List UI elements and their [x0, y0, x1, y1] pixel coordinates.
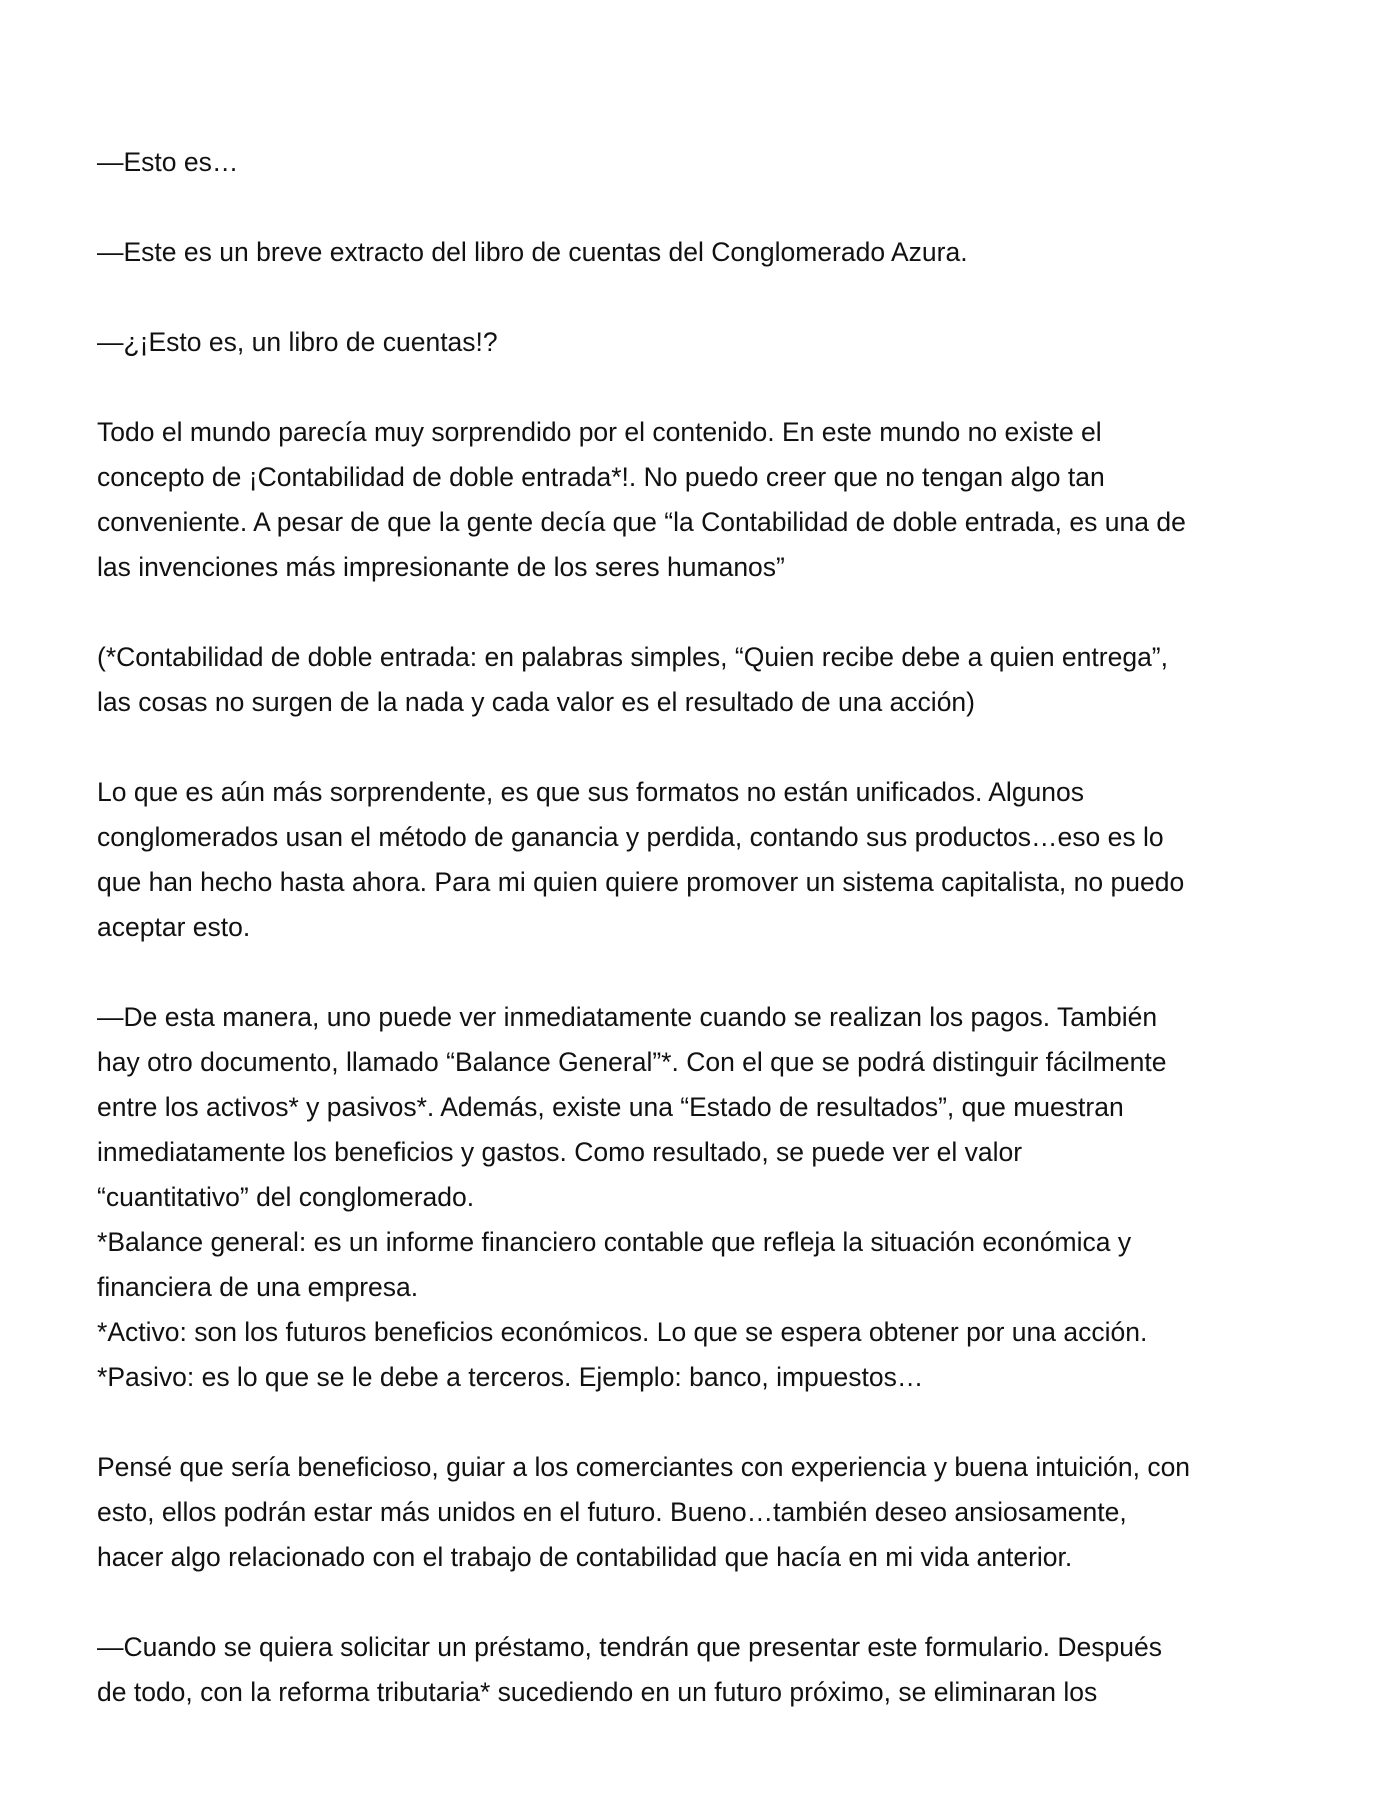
text-line: *Pasivo: es lo que se le debe a terceros. Ejemplo: banco, impuestos…: [97, 1362, 924, 1392]
paragraph-p8: [97, 1445, 1312, 1580]
text-line: *Activo: son los futuros beneficios económicos. Lo que se espera obtener por una acción.: [97, 1317, 1148, 1347]
text-line: inmediatamente los beneficios y gastos. Como resultado, se puede ver el valor: [97, 1137, 1023, 1167]
text-line: aceptar esto.: [97, 912, 251, 942]
document-body: [97, 140, 1312, 1715]
text-line: —¿¡Esto es, un libro de cuentas!?: [97, 327, 498, 357]
text-line: Lo que es aún más sorprendente, es que sus formatos no están unificados. Algunos: [97, 777, 1085, 807]
text-line: *Balance general: es un informe financiero contable que refleja la situación económica y: [97, 1227, 1132, 1257]
text-line: —Este es un breve extracto del libro de cuentas del Conglomerado Azura.: [97, 237, 968, 267]
text-line: conglomerados usan el método de ganancia y perdida, contando sus productos…eso es lo: [97, 822, 1164, 852]
paragraph-p9: [97, 1625, 1312, 1715]
text-line: conveniente. A pesar de que la gente decía que “la Contabilidad de doble entrada, es una de: [97, 507, 1186, 537]
text-line: esto, ellos podrán estar más unidos en el futuro. Bueno…también deseo ansiosamente,: [97, 1497, 1127, 1527]
text-line: —De esta manera, uno puede ver inmediatamente cuando se realizan los pagos. También: [97, 1002, 1158, 1032]
paragraph-p1: [97, 140, 1312, 185]
text-line: hacer algo relacionado con el trabajo de contabilidad que hacía en mi vida anterior.: [97, 1542, 1073, 1572]
text-line: financiera de una empresa.: [97, 1272, 419, 1302]
text-line: —Cuando se quiera solicitar un préstamo, tendrán que presentar este formulario. Después: [97, 1632, 1162, 1662]
paragraph-p5: [97, 635, 1312, 725]
text-line: —Esto es…: [97, 147, 239, 177]
text-line: Pensé que sería beneficioso, guiar a los comerciantes con experiencia y buena intuición, con: [97, 1452, 1191, 1482]
text-line: que han hecho hasta ahora. Para mi quien quiere promover un sistema capitalista, no puedo: [97, 867, 1185, 897]
text-line: de todo, con la reforma tributaria* sucediendo en un futuro próximo, se eliminaran los: [97, 1677, 1098, 1707]
text-line: hay otro documento, llamado “Balance General”*. Con el que se podrá distinguir fácilmente: [97, 1047, 1167, 1077]
paragraph-p6: [97, 770, 1312, 950]
paragraph-p4: [97, 410, 1312, 590]
text-line: (*Contabilidad de doble entrada: en palabras simples, “Quien recibe debe a quien entrega”,: [97, 642, 1168, 672]
text-line: Todo el mundo parecía muy sorprendido por el contenido. En este mundo no existe el: [97, 417, 1102, 447]
paragraph-p7: [97, 995, 1312, 1400]
text-line: concepto de ¡Contabilidad de doble entrada*!. No puedo creer que no tengan algo tan: [97, 462, 1105, 492]
paragraph-p2: [97, 230, 1312, 275]
text-line: las cosas no surgen de la nada y cada valor es el resultado de una acción): [97, 687, 975, 717]
text-line: entre los activos* y pasivos*. Además, existe una “Estado de resultados”, que muestran: [97, 1092, 1124, 1122]
text-line: las invenciones más impresionante de los seres humanos”: [97, 552, 785, 582]
paragraph-p3: [97, 320, 1312, 365]
text-line: “cuantitativo” del conglomerado.: [97, 1182, 475, 1212]
